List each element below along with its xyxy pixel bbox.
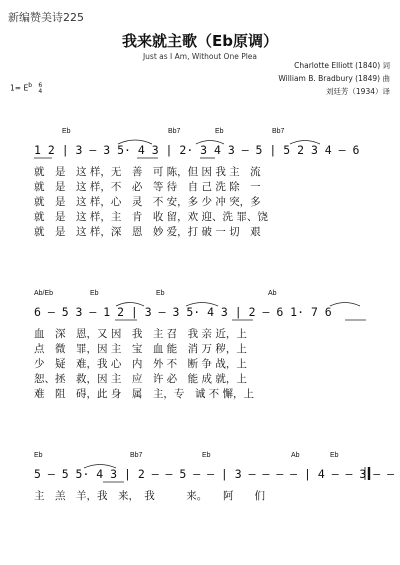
lyric-verse-3: 少 疑 难，我 心 内 外 不 断 争 战，上 — [34, 358, 247, 370]
slur — [330, 303, 360, 307]
slur — [186, 303, 218, 307]
chord: Eb — [156, 290, 165, 297]
english-subtitle: Just as I Am, Without One Plea — [142, 52, 258, 61]
chord: Ab — [291, 452, 300, 459]
chord: Ab — [268, 290, 277, 297]
chord: Bb7 — [272, 128, 285, 135]
lyric-verse-5: 难 阻 碍，此 身 属 主，专 诚 不 懈，上 — [34, 388, 255, 400]
melody-notes: 1 2 | 3 – 3 5· 4 3 | 2· 3 4 3 – 5 | 5 2 3 4 – 6 — [34, 143, 360, 157]
lyricist-credit: Charlotte Elliott (1840) 词 — [294, 61, 390, 70]
lyric-verse-1: 主 羔 羊，我 来， 我 来。 阿 们 — [34, 490, 265, 502]
chord: Eb — [215, 128, 224, 135]
chord: Eb — [34, 452, 43, 459]
chord: Eb — [330, 452, 339, 459]
chord: Bb7 — [130, 452, 143, 459]
lyric-verse-2: 点 微 罪，因 主 宝 血 能 消 万 秽，上 — [34, 343, 247, 355]
key-label: 1= E — [10, 83, 29, 93]
chord: Eb — [202, 452, 211, 459]
lyric-verse-3: 就 是 这 样，心 灵 不 安，多 少 冲 突，多 — [34, 196, 261, 208]
hymn-number: 新编赞美诗225 — [8, 11, 84, 24]
melody-notes: 6 – 5 3 – 1 2 | 3 – 3 5· 4 3 | 2 – 6 1· 7 6 — [34, 305, 332, 319]
lyric-verse-1: 就 是 这 样，无 善 可 陈，但 因 我 主 流 — [34, 166, 261, 178]
time-bottom: 4 — [38, 87, 43, 95]
lyric-verse-4: 就 是 这 样，主 肯 收 留，欢 迎、洗 罪、饶 — [34, 211, 268, 223]
melody-notes: 5 – 5 5· 4 3 | 2 – – 5 – – | 3 – – – – | 4 – – 3 – – — [34, 467, 395, 481]
chord: Bb7 — [168, 128, 181, 135]
lyric-verse-2: 就 是 这 样，不 必 等 待 自 己 洗 除 一 — [34, 181, 261, 193]
lyric-verse-5: 就 是 这 样，深 恩 妙 爱，打 破 一 切 艰 — [34, 226, 261, 238]
slur — [290, 141, 320, 145]
key-flat: b — [28, 82, 32, 89]
chord: Eb — [90, 290, 99, 297]
time-top: 6 — [38, 81, 43, 89]
slur — [116, 303, 144, 307]
chord: Eb — [62, 128, 71, 135]
translator-credit: 刘廷芳（1934）译 — [325, 87, 390, 96]
slur — [118, 140, 152, 144]
page-title: 我来就主歌（Eb原调） — [122, 32, 278, 50]
lyric-verse-1: 血 深 恩，又 因 我 主 召 我 亲 近，上 — [34, 328, 247, 340]
composer-credit: William B. Bradbury (1849) 曲 — [278, 74, 390, 83]
chord: Ab/Eb — [34, 290, 54, 297]
lyric-verse-4: 恕、拯 救，因 主 应 许 必 能 成 就，上 — [34, 373, 247, 385]
slur — [84, 465, 116, 469]
slur — [196, 141, 224, 145]
